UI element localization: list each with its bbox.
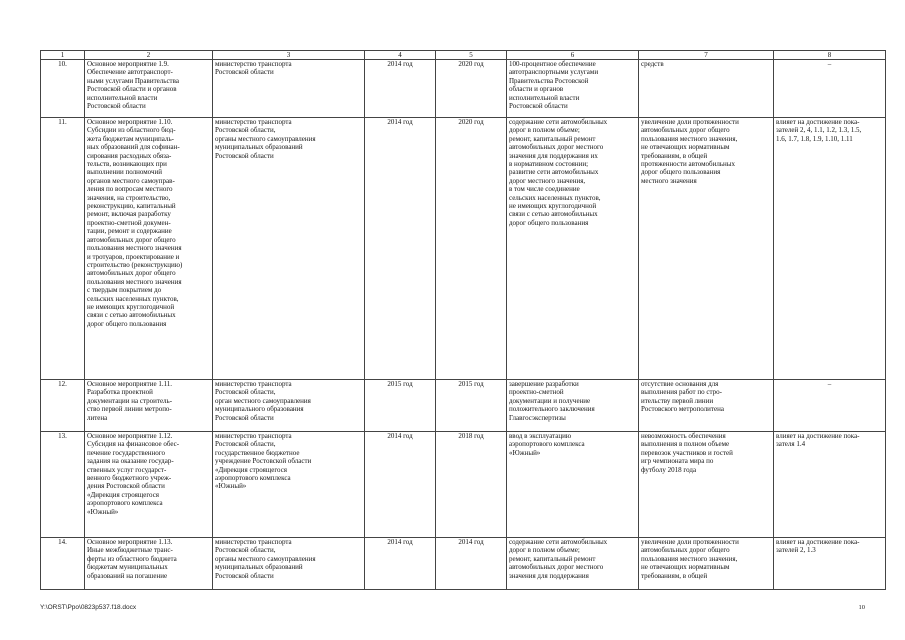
column-number: 4 bbox=[365, 51, 436, 60]
page-number: 10 bbox=[858, 604, 865, 611]
program-activities-table bbox=[40, 50, 886, 590]
table-row bbox=[41, 380, 886, 432]
responsible-executor: министерство транспорта Ростовской области, органы местного самоуправления муниципальных образований Ростовской области bbox=[213, 118, 365, 380]
column-number-row bbox=[41, 51, 886, 60]
responsible-executor: министерство транспорта Ростовской области, орган местного самоуправления муниципального образования Ростовской области bbox=[213, 380, 365, 432]
responsible-executor: министерство транспорта Ростовской области bbox=[213, 60, 365, 118]
activity-name: Основное мероприятие 1.9. Обеспечение автотранспорт- ными услугами Правительства Ростовской области и органов исполнительной власти Ростовской области bbox=[85, 60, 213, 118]
start-year: 2014 год bbox=[365, 432, 436, 538]
indicator-relation: – bbox=[774, 60, 886, 118]
column-number: 2 bbox=[85, 51, 213, 60]
indicator-relation: влияет на достижение пока- зателей 2, 4, 1.1, 1.2, 1.3, 1.5, 1.6, 1.7, 1.8, 1.9, 1.10, 1.11 bbox=[774, 118, 886, 380]
column-number: 1 bbox=[41, 51, 85, 60]
end-year: 2020 год bbox=[436, 118, 507, 380]
column-number: 7 bbox=[639, 51, 774, 60]
expected-result: содержание сети автомобильных дорог в полном объеме; ремонт, капитальный ремонт автомобильных дорог местного значения для поддержания bbox=[507, 538, 639, 590]
start-year: 2014 год bbox=[365, 118, 436, 380]
non-implementation-consequences: увеличение доли протяженности автомобильных дорог общего пользования местного значения, не отвечающих нормативным требованиям, в общей bbox=[639, 538, 774, 590]
activity-name: Основное мероприятие 1.12. Субсидия на финансовое обес- печение государственного задания на оказание государ- ственных услуг государст- венного бюджетного учреж- дения Ростовской области «Дирекция строящегося аэропортового комплекса «Южный» bbox=[85, 432, 213, 538]
expected-result: содержание сети автомобильных дорог в полном объеме; ремонт, капитальный ремонт автомобильных дорог местного значения для поддержания их в нормативном состоянии; развитие сети автомобильных дорог местного значения, в том числе соединение сельских населенных пунктов, не имеющих круглогодичной связи с сетью автомобильных дорог общего пользования bbox=[507, 118, 639, 380]
indicator-relation: влияет на достижение пока- зателя 1.4 bbox=[774, 432, 886, 538]
end-year: 2015 год bbox=[436, 380, 507, 432]
expected-result: ввод в эксплуатацию аэропортового комплекса «Южный» bbox=[507, 432, 639, 538]
start-year: 2014 год bbox=[365, 60, 436, 118]
column-number: 5 bbox=[436, 51, 507, 60]
table-row bbox=[41, 118, 886, 380]
non-implementation-consequences: невозможность обеспечения выполнения в полном объеме перевозок участников и гостей игр чемпионата мира по футболу 2018 года bbox=[639, 432, 774, 538]
document-file-path: Y:\ORST\Ppo\0823p537.f18.docx bbox=[40, 604, 137, 611]
expected-result: 100-процентное обеспечение автотранспортными услугами Правительства Ростовской области и органов исполнительной власти Ростовской области bbox=[507, 60, 639, 118]
indicator-relation: – bbox=[774, 380, 886, 432]
activity-name: Основное мероприятие 1.10. Субсидии из областного бюд- жета бюджетам муниципаль- ных образований для софинан- сирования расходных обяза- тельств, возникающих при выполнении полномочий органов местного самоуправ- ления по вопросам местного значения, на строительство, реконструкцию, капитальный ремонт, включая разработку проектно-сметной докумен- тации, ремонт и содержание автомобильных дорог общего пользования местного значения и тротуаров, проектирование и строительство (реконструкцию) автомобильных дорог общего пользования местного значения с твердым покрытием до сельских населенных пунктов, не имеющих круглогодичной связи с сетью автомобильных дорог общего пользования bbox=[85, 118, 213, 380]
activity-name: Основное мероприятие 1.13. Иные межбюджетные транс- ферты из областного бюджета бюджетам муниципальных образований на погашение bbox=[85, 538, 213, 590]
row-number: 13. bbox=[41, 432, 85, 538]
column-number: 3 bbox=[213, 51, 365, 60]
row-number: 10. bbox=[41, 60, 85, 118]
expected-result: завершение разработки проектно-сметной документации и получение положительного заключения Главгосэкспертизы bbox=[507, 380, 639, 432]
non-implementation-consequences: увеличение доли протяженности автомобильных дорог общего пользования местного значения, не отвечающих нормативным требованиям, в общей протяженности автомобильных дорог общего пользования местного значения bbox=[639, 118, 774, 380]
responsible-executor: министерство транспорта Ростовской области, органы местного самоуправления муниципальных образований Ростовской области bbox=[213, 538, 365, 590]
responsible-executor: министерство транспорта Ростовской области, государственное бюджетное учреждение Ростовской области «Дирекция строящегося аэропортового комплекса «Южный» bbox=[213, 432, 365, 538]
row-number: 11. bbox=[41, 118, 85, 380]
activity-name: Основное мероприятие 1.11. Разработка проектной документации на строитель- ство первой линии метропо- литена bbox=[85, 380, 213, 432]
table-row bbox=[41, 432, 886, 538]
non-implementation-consequences: отсутствие основания для выполнения работ по стро- ительству первой линии Ростовского метрополитена bbox=[639, 380, 774, 432]
start-year: 2015 год bbox=[365, 380, 436, 432]
start-year: 2014 год bbox=[365, 538, 436, 590]
table-row bbox=[41, 60, 886, 118]
end-year: 2020 год bbox=[436, 60, 507, 118]
row-number: 12. bbox=[41, 380, 85, 432]
non-implementation-consequences: средств bbox=[639, 60, 774, 118]
end-year: 2014 год bbox=[436, 538, 507, 590]
table-row bbox=[41, 538, 886, 590]
column-number: 8 bbox=[774, 51, 886, 60]
indicator-relation: влияет на достижение пока- зателей 2, 1.3 bbox=[774, 538, 886, 590]
column-number: 6 bbox=[507, 51, 639, 60]
row-number: 14. bbox=[41, 538, 85, 590]
end-year: 2018 год bbox=[436, 432, 507, 538]
